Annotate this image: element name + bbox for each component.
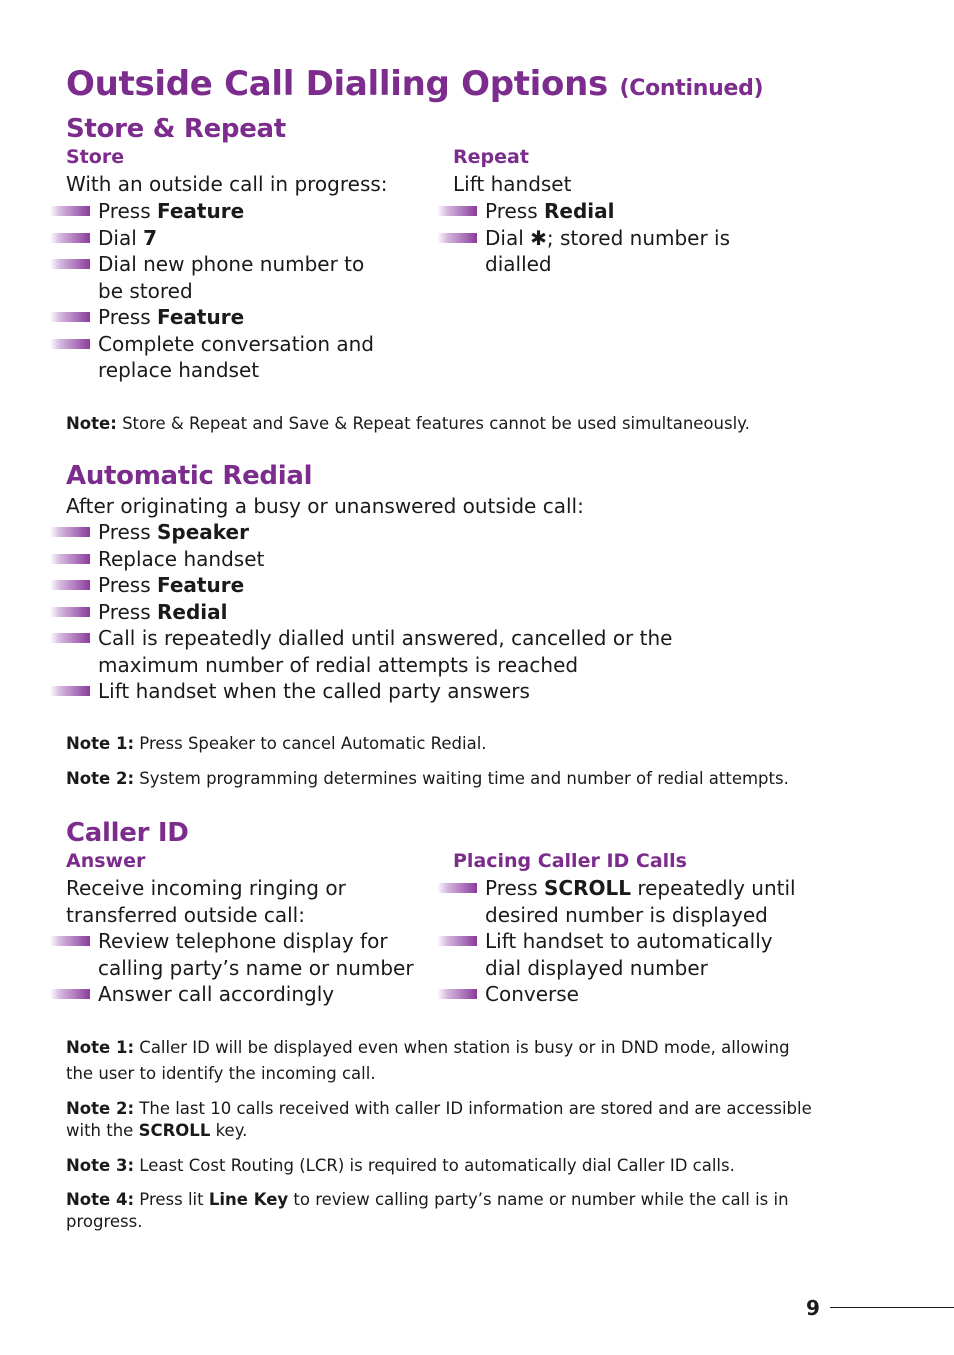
bullet-bar-icon (50, 312, 90, 322)
list-item: Press SCROLL repeatedly until desired number is displayed (453, 875, 796, 928)
list-item: Dial 7 (66, 225, 374, 252)
bullet-bar-icon (50, 580, 90, 590)
bullet-bar-icon (50, 633, 90, 643)
list-item: Replace handset (66, 546, 672, 573)
bullet-bar-icon (50, 554, 90, 564)
bullet-bar-icon (437, 206, 477, 216)
bullet-bar-icon (437, 989, 477, 999)
automatic-redial-heading: Automatic Redial (66, 461, 313, 491)
asterisk-icon: ✱ (530, 225, 547, 250)
bullet-bar-icon (50, 686, 90, 696)
list-item: Dial new phone number to be stored (66, 251, 374, 304)
repeat-steps (453, 198, 730, 278)
bullet-bar-icon (437, 883, 477, 893)
bullet-bar-icon (50, 259, 90, 269)
bullet-bar-icon (50, 936, 90, 946)
store-heading: Store (66, 146, 125, 168)
page-title: Outside Call Dialling Options (Continued) (66, 64, 764, 104)
automatic-redial-intro: After originating a busy or unanswered outside call: (66, 494, 584, 518)
caller-id-note-4: Note 4: Press lit Line Key to review calling party’s name or number while the call is in progress. (66, 1190, 789, 1231)
bullet-bar-icon (437, 936, 477, 946)
automatic-redial-note-1: Note 1: Press Speaker to cancel Automatic Redial. (66, 734, 487, 753)
bullet-bar-icon (50, 233, 90, 243)
caller-id-note-3: Note 3: Least Cost Routing (LCR) is required to automatically dial Caller ID calls. (66, 1156, 735, 1175)
bullet-bar-icon (437, 233, 477, 243)
repeat-heading: Repeat (453, 146, 529, 168)
list-item: Review telephone display for calling party’s name or number (66, 928, 414, 981)
caller-id-heading: Caller ID (66, 818, 189, 848)
placing-caller-id-steps (453, 875, 796, 1008)
list-item: Converse (453, 981, 796, 1008)
list-item: Answer call accordingly (66, 981, 414, 1008)
page-number: 9 (806, 1296, 820, 1320)
answer-steps (66, 928, 414, 1008)
store-intro: With an outside call in progress: (66, 172, 388, 196)
bullet-bar-icon (50, 206, 90, 216)
bullet-bar-icon (50, 527, 90, 537)
caller-id-note-1: Note 1: Caller ID will be displayed even when station is busy or in DND mode, allowing the user to identify the incoming call. (66, 1038, 790, 1083)
list-item: Lift handset when the called party answers (66, 678, 672, 705)
automatic-redial-steps (66, 519, 672, 705)
store-repeat-note: Note: Store & Repeat and Save & Repeat features cannot be used simultaneously. (66, 414, 750, 433)
store-repeat-heading: Store & Repeat (66, 114, 286, 144)
repeat-intro: Lift handset (453, 172, 572, 196)
bullet-bar-icon (50, 607, 90, 617)
list-item: Press Feature (66, 198, 374, 225)
bullet-bar-icon (50, 989, 90, 999)
answer-heading: Answer (66, 850, 146, 872)
list-item: Call is repeatedly dialled until answered, cancelled or the maximum number of redial attempts is reached (66, 625, 672, 678)
list-item: Press Feature (66, 572, 672, 599)
list-item: Press Redial (453, 198, 730, 225)
footer-rule (830, 1307, 954, 1308)
store-steps (66, 198, 374, 384)
list-item: Dial ✱; stored number is dialled (453, 225, 730, 278)
list-item: Complete conversation and replace handset (66, 331, 374, 384)
page-title-suffix: (Continued) (619, 76, 764, 101)
list-item: Press Redial (66, 599, 672, 626)
bullet-bar-icon (50, 339, 90, 349)
placing-caller-id-heading: Placing Caller ID Calls (453, 850, 687, 872)
list-item: Press Speaker (66, 519, 672, 546)
automatic-redial-note-2: Note 2: System programming determines waiting time and number of redial attempts. (66, 769, 789, 788)
answer-intro: Receive incoming ringing or transferred outside call: (66, 876, 346, 927)
list-item: Press Feature (66, 304, 374, 331)
list-item: Lift handset to automatically dial displayed number (453, 928, 796, 981)
caller-id-note-2: Note 2: The last 10 calls received with caller ID information are stored and are accessible with the SCROLL key. (66, 1099, 812, 1140)
